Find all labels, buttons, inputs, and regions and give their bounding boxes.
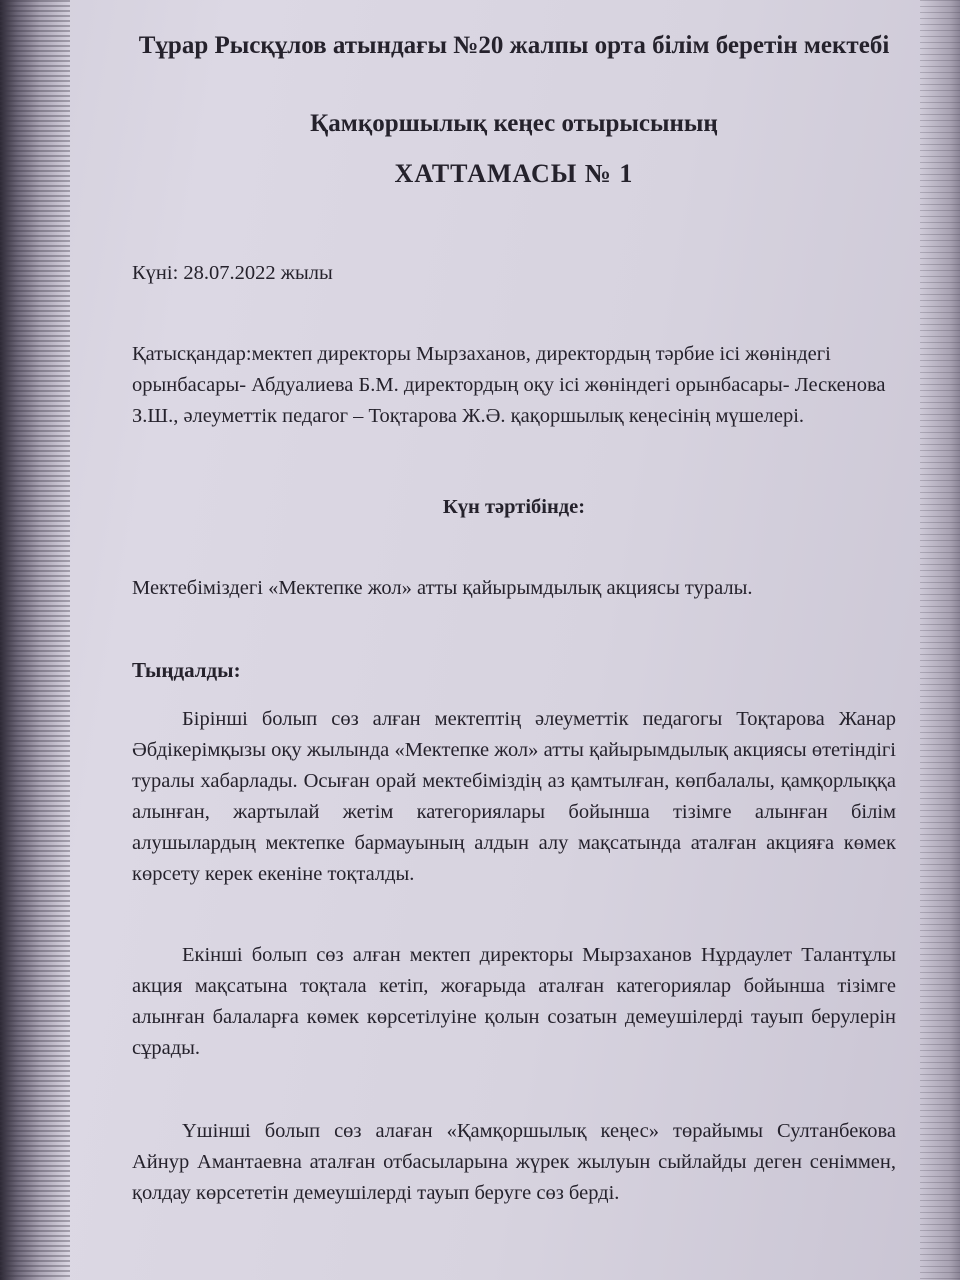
scan-right-edge	[920, 0, 960, 1280]
agenda-heading: Күн тәртібінде:	[442, 496, 586, 518]
document-body	[132, 24, 896, 1209]
scan-left-edge	[0, 0, 70, 1280]
participants-paragraph: Қатысқандар:мектеп директоры Мырзаханов, директордың тәрбие ісі жөніндегі орынбасары- Абдуалиева Б.М. директордың оқу ісі жөніндегі орынбасары- Лескенова З.Ш., әлеуметтік педагог – Тоқтарова Ж.Ә. қақоршылық кеңесінің мүшелері.	[132, 343, 886, 427]
meeting-date: Күні: 28.07.2022 жылы	[132, 262, 333, 284]
speech-paragraph-1: Бірінші болып сөз алған мектептің әлеуметтік педагогы Тоқтарова Жанар Әбдікерімқызы оқу жылында «Мектепке жол» атты қайырымдылық акциясы өтетіндігі туралы хабарлады. Осыған орай мектебіміздің аз қамтылған, көпбалалы, қамқорлыққа алынған, жартылай жетім категориялары бойынша тізімге алынған білім алушылардың мектепке бармауының алдын алу мақсатында аталған акцияға көмек көрсету керек екеніне тоқталды.	[132, 708, 896, 885]
agenda-item: Мектебіміздегі «Мектепке жол» атты қайырымдылық акциясы туралы.	[132, 577, 753, 599]
school-name-title: Тұрар Рысқұлов атындағы №20 жалпы орта білім беретін мектебі	[138, 32, 890, 59]
council-title: Қамқоршылық кеңес отырысының	[310, 110, 718, 137]
listened-heading: Тыңдалды:	[132, 658, 241, 682]
speech-paragraph-2: Екінші болып сөз алған мектеп директоры Мырзаханов Нұрдаулет Талантұлы акция мақсатына тоқтала кетіп, жоғарыда аталған категориялар бойынша тізімге алынған балаларға көмек көрсетілуіне қолын созатын демеушілерді тауып берулерін сұрады.	[132, 944, 896, 1059]
speech-paragraph-3: Үшінші болып сөз алаған «Қамқоршылық кеңес» төрайымы Султанбекова Айнур Амантаевна аталған отбасыларына жүрек жылуын сыйлайды деген сеніммен, қолдау көрсететін демеушілерді тауып беруге сөз берді.	[132, 1120, 896, 1204]
protocol-title: ХАТТАМАСЫ № 1	[394, 159, 634, 188]
